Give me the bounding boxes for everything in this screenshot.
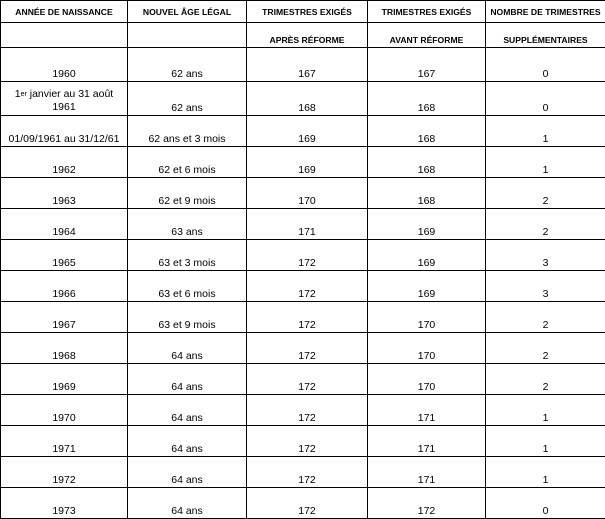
cell-birth-year: 1964	[1, 209, 128, 240]
header-quarters-before: TRIMESTRES EXIGÉS	[368, 1, 486, 23]
cell-legal-age: 63 ans	[128, 209, 247, 240]
header-legal-age: NOUVEL ÂGE LÉGAL	[128, 1, 247, 23]
cell-legal-age: 63 et 6 mois	[128, 271, 247, 302]
cell-extra-quarters: 3	[486, 240, 605, 271]
header-quarters-after-sub: APRÈS RÉFORME	[247, 23, 368, 48]
cell-birth-year: 1972	[1, 457, 128, 488]
cell-legal-age: 62 et 6 mois	[128, 147, 247, 178]
header-row-1	[1, 1, 605, 23]
table-row	[1, 457, 605, 488]
cell-extra-quarters: 3	[486, 271, 605, 302]
cell-legal-age: 64 ans	[128, 364, 247, 395]
header-extra-quarters-sub: SUPPLÉMENTAIRES	[486, 23, 605, 48]
table-row	[1, 333, 605, 364]
cell-birth-year: 1967	[1, 302, 128, 333]
cell-legal-age: 63 et 3 mois	[128, 240, 247, 271]
cell-extra-quarters: 0	[486, 82, 605, 116]
cell-birth-year: 1968	[1, 333, 128, 364]
cell-quarters-after: 172	[247, 395, 368, 426]
cell-quarters-before: 169	[368, 209, 486, 240]
table-row	[1, 488, 605, 519]
cell-legal-age: 63 et 9 mois	[128, 302, 247, 333]
cell-quarters-before: 170	[368, 302, 486, 333]
cell-quarters-before: 167	[368, 48, 486, 82]
cell-extra-quarters: 1	[486, 426, 605, 457]
cell-quarters-before: 171	[368, 457, 486, 488]
table-row	[1, 178, 605, 209]
cell-quarters-before: 170	[368, 333, 486, 364]
cell-quarters-before: 169	[368, 240, 486, 271]
table-row	[1, 364, 605, 395]
cell-quarters-after: 172	[247, 457, 368, 488]
cell-legal-age: 62 et 9 mois	[128, 178, 247, 209]
cell-birth-year: 1969	[1, 364, 128, 395]
birth-range-line-2: 1961	[1, 101, 127, 114]
header-legal-age-sub	[128, 23, 247, 48]
cell-quarters-before: 168	[368, 82, 486, 116]
cell-extra-quarters: 2	[486, 333, 605, 364]
cell-quarters-before: 168	[368, 116, 486, 147]
cell-quarters-after: 172	[247, 333, 368, 364]
table-row	[1, 147, 605, 178]
cell-legal-age: 64 ans	[128, 426, 247, 457]
cell-legal-age: 62 ans	[128, 48, 247, 82]
table-row	[1, 209, 605, 240]
cell-extra-quarters: 2	[486, 209, 605, 240]
table-row	[1, 116, 605, 147]
cell-quarters-after: 169	[247, 116, 368, 147]
table-row	[1, 240, 605, 271]
header-extra-quarters: NOMBRE DE TRIMESTRES	[486, 1, 605, 23]
cell-quarters-after: 170	[247, 178, 368, 209]
table-row	[1, 82, 605, 116]
cell-extra-quarters: 2	[486, 178, 605, 209]
cell-quarters-before: 171	[368, 426, 486, 457]
cell-legal-age: 62 ans et 3 mois	[128, 116, 247, 147]
cell-quarters-after: 172	[247, 240, 368, 271]
table-row	[1, 426, 605, 457]
cell-birth-year: 1970	[1, 395, 128, 426]
table-row	[1, 271, 605, 302]
cell-birth-year: 1962	[1, 147, 128, 178]
header-birth-year-sub	[1, 23, 128, 48]
cell-quarters-after: 167	[247, 48, 368, 82]
cell-quarters-before: 172	[368, 488, 486, 519]
header-birth-year: ANNÉE DE NAISSANCE	[1, 1, 128, 23]
cell-extra-quarters: 2	[486, 302, 605, 333]
table-row	[1, 48, 605, 82]
cell-quarters-after: 171	[247, 209, 368, 240]
cell-extra-quarters: 2	[486, 364, 605, 395]
cell-birth-year	[1, 82, 128, 116]
table-row	[1, 302, 605, 333]
cell-legal-age: 64 ans	[128, 333, 247, 364]
cell-birth-year: 1973	[1, 488, 128, 519]
birth-range-line-1: 1er janvier au 31 août	[1, 88, 127, 101]
cell-extra-quarters: 1	[486, 457, 605, 488]
cell-legal-age: 62 ans	[128, 82, 247, 116]
cell-quarters-after: 172	[247, 426, 368, 457]
cell-extra-quarters: 1	[486, 116, 605, 147]
cell-legal-age: 64 ans	[128, 395, 247, 426]
cell-quarters-after: 172	[247, 364, 368, 395]
cell-quarters-before: 171	[368, 395, 486, 426]
cell-quarters-after: 169	[247, 147, 368, 178]
cell-quarters-before: 168	[368, 147, 486, 178]
cell-quarters-after: 172	[247, 271, 368, 302]
cell-extra-quarters: 1	[486, 147, 605, 178]
cell-quarters-after: 168	[247, 82, 368, 116]
table-row	[1, 395, 605, 426]
cell-quarters-after: 172	[247, 488, 368, 519]
cell-legal-age: 64 ans	[128, 488, 247, 519]
cell-birth-year: 01/09/1961 au 31/12/61	[1, 116, 128, 147]
cell-quarters-before: 168	[368, 178, 486, 209]
cell-birth-year: 1966	[1, 271, 128, 302]
cell-birth-year: 1971	[1, 426, 128, 457]
cell-birth-year: 1963	[1, 178, 128, 209]
cell-extra-quarters: 0	[486, 488, 605, 519]
cell-quarters-after: 172	[247, 302, 368, 333]
cell-quarters-before: 169	[368, 271, 486, 302]
cell-quarters-before: 170	[368, 364, 486, 395]
cell-legal-age: 64 ans	[128, 457, 247, 488]
header-quarters-after: TRIMESTRES EXIGÉS	[247, 1, 368, 23]
cell-extra-quarters: 0	[486, 48, 605, 82]
cell-birth-year: 1960	[1, 48, 128, 82]
cell-birth-year: 1965	[1, 240, 128, 271]
header-row-2	[1, 23, 605, 48]
cell-extra-quarters: 1	[486, 395, 605, 426]
header-quarters-before-sub: AVANT RÉFORME	[368, 23, 486, 48]
